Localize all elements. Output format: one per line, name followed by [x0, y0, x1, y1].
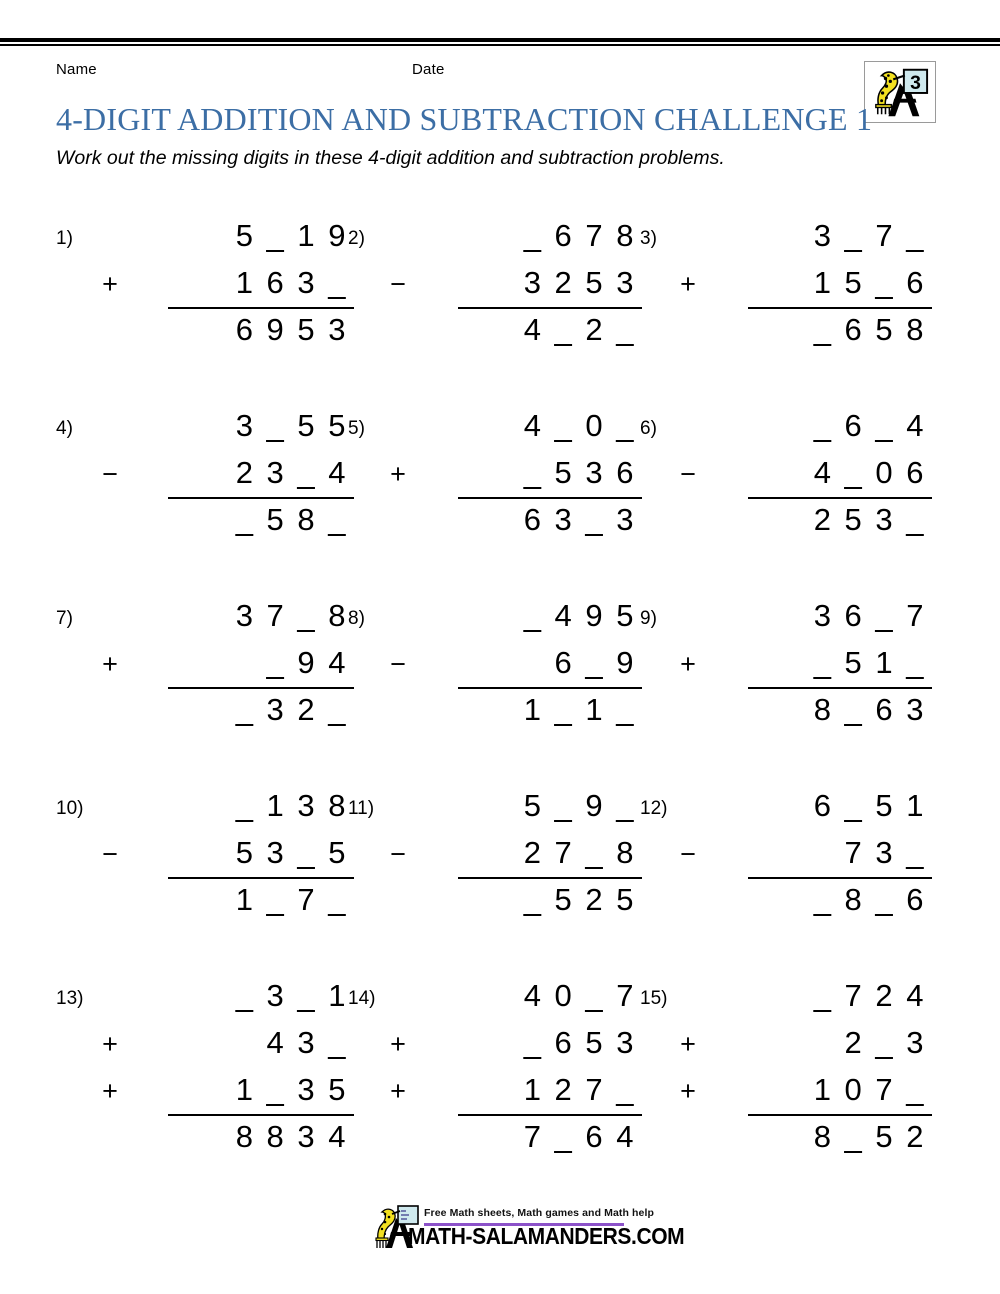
- problem-number: 8): [348, 608, 365, 629]
- answer-digits: 1 _ 7 _: [235, 882, 348, 917]
- answer-digits: _ 5 2 5: [523, 882, 636, 917]
- problem-number: 3): [640, 228, 657, 249]
- answer-digits: 8 _ 5 2: [813, 1119, 926, 1154]
- operand-digits: 2 _ 3: [844, 1025, 926, 1060]
- name-field-label: Name: [56, 61, 97, 78]
- problem-number: 10): [56, 798, 84, 819]
- problem-number: 11): [348, 798, 375, 819]
- operator-symbol: −: [102, 839, 118, 869]
- problem-row: [0, 595, 1000, 785]
- operand-digits: 4 _ 0 6: [813, 455, 926, 490]
- answer-digits: _ 8 _ 6: [813, 882, 926, 917]
- grade-logo: [864, 61, 936, 123]
- operand-row: [102, 1022, 348, 1069]
- problem-9: [640, 595, 940, 785]
- operand-row: [390, 262, 636, 309]
- problem-number: 13): [56, 988, 84, 1009]
- problem-14: [348, 975, 648, 1165]
- column-sum: [680, 215, 926, 356]
- operator-symbol: +: [390, 1076, 406, 1106]
- answer-row: [438, 309, 636, 356]
- problem-number: 1): [56, 228, 73, 249]
- operand-row: [390, 642, 636, 689]
- salamander-grade-icon: [865, 62, 935, 122]
- operand-row: [728, 215, 926, 262]
- operand-row: [680, 832, 926, 879]
- operand-digits: 3 _ 7 _: [813, 218, 926, 253]
- column-sum: [390, 595, 636, 736]
- operand-digits: _ 7 2 4: [813, 978, 926, 1013]
- operand-digits: 4 0 _ 7: [523, 978, 636, 1013]
- problem-number: 14): [348, 988, 376, 1009]
- page-title: 4-DIGIT ADDITION AND SUBTRACTION CHALLENGE 1: [56, 101, 873, 137]
- operand-digits: 1 _ 3 5: [235, 1072, 348, 1107]
- operand-digits: 6 _ 9: [554, 645, 636, 680]
- answer-row: [728, 1116, 926, 1163]
- operand-row: [728, 785, 926, 832]
- problem-11: [348, 785, 648, 975]
- answer-digits: _ 3 2 _: [235, 692, 348, 727]
- problem-1: [56, 215, 356, 405]
- operator-symbol: −: [102, 459, 118, 489]
- operand-digits: 7 3 _: [844, 835, 926, 870]
- answer-row: [438, 499, 636, 546]
- operand-row: [728, 405, 926, 452]
- answer-digits: 2 5 3 _: [813, 502, 926, 537]
- answer-row: [438, 879, 636, 926]
- operand-row: [390, 452, 636, 499]
- answer-row: [150, 689, 348, 736]
- column-sum: [102, 785, 348, 926]
- date-field-label: Date: [412, 61, 445, 78]
- operand-digits: _ 5 3 6: [523, 455, 636, 490]
- answer-digits: 7 _ 6 4: [523, 1119, 636, 1154]
- operator-symbol: −: [390, 839, 406, 869]
- answer-digits: 6 9 5 3: [235, 312, 348, 347]
- operand-digits: 3 2 5 3: [523, 265, 636, 300]
- answer-digits: _ 5 8 _: [235, 502, 348, 537]
- operand-row: [102, 262, 348, 309]
- answer-digits: _ 6 5 8: [813, 312, 926, 347]
- operand-digits: _ 6 7 8: [523, 218, 636, 253]
- problem-row: [0, 975, 1000, 1175]
- answer-row: [728, 879, 926, 926]
- column-sum: [102, 595, 348, 736]
- column-sum: [680, 785, 926, 926]
- problems-grid: [0, 215, 1000, 1175]
- problem-5: [348, 405, 648, 595]
- answer-row: [438, 689, 636, 736]
- problem-number: 9): [640, 608, 657, 629]
- operand-row: [438, 595, 636, 642]
- problem-number: 6): [640, 418, 657, 439]
- operand-digits: 1 0 7 _: [813, 1072, 926, 1107]
- operand-digits: _ 3 _ 1: [235, 978, 348, 1013]
- answer-digits: 1 _ 1 _: [523, 692, 636, 727]
- problem-6: [640, 405, 940, 595]
- page-top-rule: [0, 38, 1000, 47]
- operand-row: [728, 975, 926, 1022]
- answer-row: [150, 879, 348, 926]
- operand-digits: 4 _ 0 _: [523, 408, 636, 443]
- operand-digits: 5 3 _ 5: [235, 835, 348, 870]
- operand-row: [102, 832, 348, 879]
- answer-digits: 8 8 3 4: [235, 1119, 348, 1154]
- answer-row: [150, 1116, 348, 1163]
- answer-row: [728, 689, 926, 736]
- problem-13: [56, 975, 356, 1165]
- answer-digits: 8 _ 6 3: [813, 692, 926, 727]
- column-sum: [390, 215, 636, 356]
- answer-row: [728, 499, 926, 546]
- operand-digits: _ 5 1 _: [813, 645, 926, 680]
- operator-symbol: +: [102, 1029, 118, 1059]
- operator-symbol: −: [390, 269, 406, 299]
- problem-15: [640, 975, 940, 1165]
- operand-row: [150, 215, 348, 262]
- operand-digits: 2 3 _ 4: [235, 455, 348, 490]
- answer-digits: 6 3 _ 3: [523, 502, 636, 537]
- operand-row: [150, 785, 348, 832]
- problem-number: 4): [56, 418, 73, 439]
- operand-digits: 1 2 7 _: [523, 1072, 636, 1107]
- operator-symbol: +: [102, 1076, 118, 1106]
- problem-12: [640, 785, 940, 975]
- page-instructions: Work out the missing digits in these 4-digit addition and subtraction problems.: [56, 147, 725, 169]
- footer-brand: [372, 1196, 685, 1256]
- column-sum: [102, 975, 348, 1163]
- operand-row: [438, 215, 636, 262]
- operand-row: [728, 595, 926, 642]
- operator-symbol: +: [680, 1076, 696, 1106]
- operand-digits: _ 6 5 3: [523, 1025, 636, 1060]
- operator-symbol: +: [102, 649, 118, 679]
- column-sum: [102, 215, 348, 356]
- operand-digits: 6 _ 5 1: [813, 788, 926, 823]
- operand-row: [438, 975, 636, 1022]
- operand-row: [390, 1069, 636, 1116]
- operand-row: [438, 405, 636, 452]
- column-sum: [680, 975, 926, 1163]
- operand-row: [680, 1069, 926, 1116]
- operand-digits: 1 6 3 _: [235, 265, 348, 300]
- operand-digits: _ 4 9 5: [523, 598, 636, 633]
- problem-number: 2): [348, 228, 365, 249]
- operator-symbol: +: [102, 269, 118, 299]
- operator-symbol: +: [680, 1029, 696, 1059]
- problem-row: [0, 215, 1000, 405]
- operand-row: [102, 452, 348, 499]
- operand-row: [150, 975, 348, 1022]
- problem-7: [56, 595, 356, 785]
- top-rule-thin-line: [0, 44, 1000, 46]
- operand-row: [102, 1069, 348, 1116]
- operand-digits: 1 5 _ 6: [813, 265, 926, 300]
- operand-row: [102, 642, 348, 689]
- column-sum: [680, 405, 926, 546]
- operand-row: [680, 642, 926, 689]
- column-sum: [390, 785, 636, 926]
- operand-row: [680, 262, 926, 309]
- operator-symbol: +: [680, 269, 696, 299]
- operand-digits: 3 7 _ 8: [235, 598, 348, 633]
- operand-row: [150, 405, 348, 452]
- operand-row: [438, 785, 636, 832]
- operator-symbol: +: [390, 459, 406, 489]
- footer-tagline: Free Math sheets, Math games and Math help: [424, 1207, 654, 1219]
- operator-symbol: −: [390, 649, 406, 679]
- footer-website-url[interactable]: MATH-SALAMANDERS.COM: [408, 1224, 685, 1250]
- operand-row: [390, 1022, 636, 1069]
- column-sum: [390, 975, 636, 1163]
- problem-number: 12): [640, 798, 668, 819]
- problem-number: 15): [640, 988, 668, 1009]
- column-sum: [680, 595, 926, 736]
- problem-number: 7): [56, 608, 73, 629]
- answer-row: [150, 309, 348, 356]
- operator-symbol: −: [680, 839, 696, 869]
- problem-3: [640, 215, 940, 405]
- answer-row: [438, 1116, 636, 1163]
- operand-digits: _ 6 _ 4: [813, 408, 926, 443]
- operand-digits: 5 _ 9 _: [523, 788, 636, 823]
- operand-digits: 4 3 _: [266, 1025, 348, 1060]
- answer-row: [150, 499, 348, 546]
- problem-8: [348, 595, 648, 785]
- operand-digits: 2 7 _ 8: [523, 835, 636, 870]
- problem-4: [56, 405, 356, 595]
- problem-10: [56, 785, 356, 975]
- answer-digits: 4 _ 2 _: [523, 312, 636, 347]
- operator-symbol: +: [680, 649, 696, 679]
- operator-symbol: +: [390, 1029, 406, 1059]
- operand-row: [150, 595, 348, 642]
- operand-row: [680, 1022, 926, 1069]
- operator-symbol: −: [680, 459, 696, 489]
- operand-digits: _ 1 3 8: [235, 788, 348, 823]
- answer-row: [728, 309, 926, 356]
- column-sum: [102, 405, 348, 546]
- operand-row: [390, 832, 636, 879]
- problem-row: [0, 785, 1000, 975]
- problem-number: 5): [348, 418, 365, 439]
- column-sum: [390, 405, 636, 546]
- problem-row: [0, 405, 1000, 595]
- svg-text:3: 3: [910, 72, 921, 95]
- problem-2: [348, 215, 648, 405]
- operand-digits: 3 _ 5 5: [235, 408, 348, 443]
- operand-row: [680, 452, 926, 499]
- operand-digits: 5 _ 1 9: [235, 218, 348, 253]
- operand-digits: _ 9 4: [266, 645, 348, 680]
- top-rule-thick-line: [0, 38, 1000, 42]
- operand-digits: 3 6 _ 7: [813, 598, 926, 633]
- worksheet-footer: [0, 1196, 1000, 1264]
